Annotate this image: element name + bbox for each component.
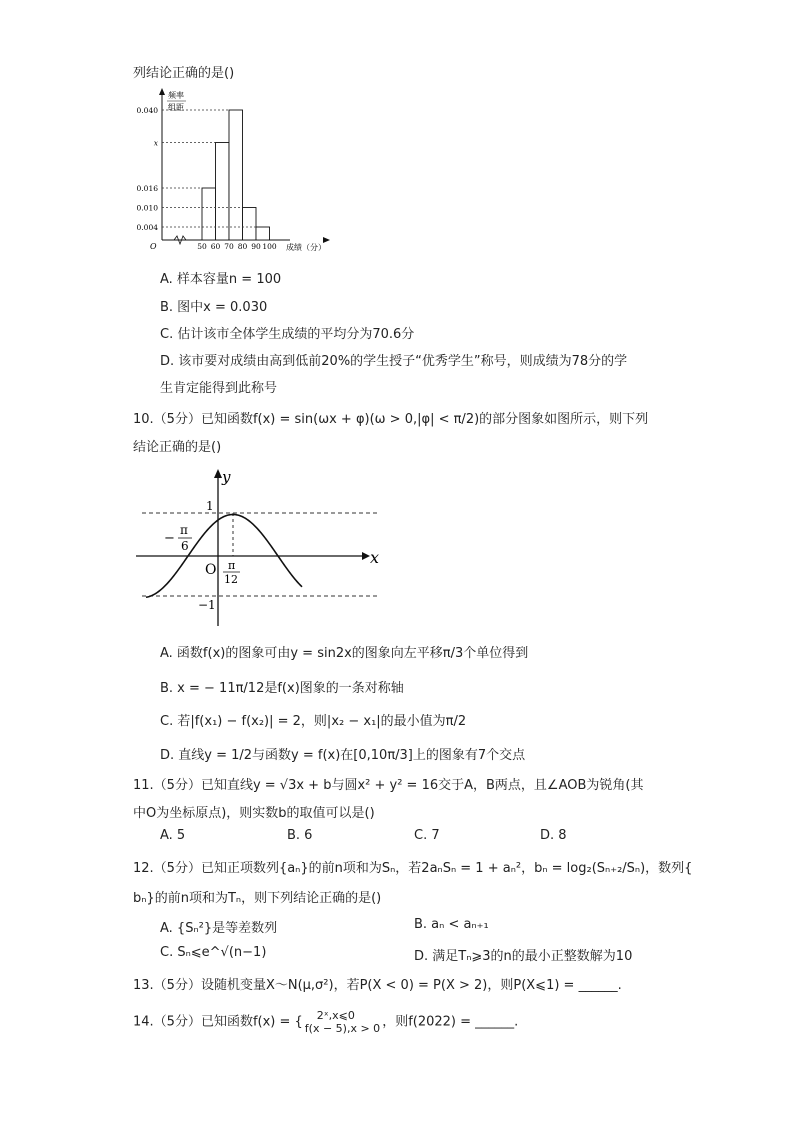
q10-option-d: D. 直线y = 1/2与函数y = f(x)在[0,10π/3]上的图象有7个交点 [160,748,526,763]
x-tick-label: 90 [251,242,261,251]
y-tick-label: 0.010 [136,203,158,213]
q10-option-b: B. x = − 11π/12是f(x)图象的一条对称轴 [160,681,404,696]
y-axis-arrow [214,469,222,478]
q10-sine-graph [134,466,384,626]
q12-option-a: A. {Sₙ²}是等差数列 [160,921,278,936]
q12-option-b: B. aₙ < aₙ₊₁ [414,917,489,932]
q9-option-d: D. 该市要对成绩由高到低前20%的学生授子“优秀学生”称号，则成绩为78分的学 [160,354,628,369]
label-neg-one: −1 [198,598,216,612]
y-axis-arrow [159,88,165,95]
q9-option-a: A. 样本容量n = 100 [160,272,282,287]
x-axis-label: x [370,548,380,567]
q10-option-c: C. 若|f(x₁) − f(x₂)| = 2，则|x₂ − x₁|的最小值为π/2 [160,714,467,729]
q9-option-c: C. 估计该市全体学生成绩的平均分为70.6分 [160,327,415,342]
q10-stem-line2: 结论正确的是() [133,440,222,455]
q11-option-c: C. 7 [414,828,440,843]
q12-option-c: C. Sₙ⩽e^√(n−1) [160,945,267,960]
histogram-bar [256,227,270,240]
q14-suffix: ，则f(2022) = ______. [382,1014,519,1030]
q11-option-d: D. 8 [540,828,567,843]
histogram-bar [243,208,257,241]
label-pi6-num: π [180,523,188,537]
y-tick-label: 0.040 [136,106,158,115]
x-tick-label: 50 [197,242,207,251]
x-tick-label: 70 [224,242,234,251]
q11-option-a: A. 5 [160,828,186,843]
histogram-bar [229,110,243,240]
y-tick-label: x [153,138,158,148]
q14-cases [305,1009,380,1035]
label-origin: O [205,562,217,578]
x-tick-label: 80 [237,242,248,251]
label-pi12-num: π [228,559,236,572]
q14-case2: f(x − 5),x > 0 [304,1022,381,1035]
y-axis-label: y [222,468,231,486]
q11-option-b: B. 6 [287,828,313,843]
q14-stem [133,1009,518,1035]
x-axis-label: 成绩（分） [286,243,326,252]
histogram-bar [202,188,216,240]
label-one: 1 [206,499,214,513]
q9-stem-tail: 列结论正确的是() [133,66,235,81]
y-label-top: 频率 [168,91,184,100]
q12-stem-line1: 12.（5分）已知正项数列{aₙ}的前n项和为Sₙ，若2aₙSₙ = 1 + aₙ²，bₙ = log₂(Sₙ₊₂/Sₙ)，数列{ [133,861,693,876]
q12-option-d: D. 满足Tₙ⩾3的n的最小正整数解为10 [414,949,633,964]
q9-option-b: B. 图中x = 0.030 [160,300,268,315]
q11-stem-line2: 中O为坐标原点)，则实数b的取值可以是() [133,806,375,821]
q12-stem-line2: bₙ}的前n项和为Tₙ，则下列结论正确的是() [133,891,382,906]
y-label-bottom: 组距 [168,103,184,112]
q14-case1: 2ˣ,x⩽0 [316,1009,355,1022]
q11-stem-line1: 11.（5分）已知直线y = √3x + b与圆x² + y² = 16交于A，B两点，且∠AOB为锐角(其 [133,778,644,793]
x-tick-label: 60 [210,242,221,251]
label-pi12-den: 12 [224,573,238,586]
x-tick-label: 100 [262,242,277,251]
histogram-bar [216,143,230,241]
q13-stem: 13.（5分）设随机变量X～N(μ,σ²)，若P(X < 0) = P(X > 2)，则P(X⩽1) = ______. [133,978,622,993]
q14-prefix: 14.（5分）已知函数f(x) = { [133,1014,303,1030]
y-tick-label: 0.016 [136,184,158,193]
q10-stem-line1: 10.（5分）已知函数f(x) = sin(ωx + φ)(ω > 0,|φ| < π/2)的部分图象如图所示，则下列 [133,412,649,427]
label-neg-sign: − [164,531,175,546]
x-axis-arrow [362,552,370,560]
y-tick-label: 0.004 [136,223,158,232]
q10-option-a: A. 函数f(x)的图象可由y = sin2x的图象向左平移π/3个单位得到 [160,646,529,661]
q9-histogram [134,86,334,266]
q9-option-d-cont: 生肯定能得到此称号 [160,381,278,396]
label-pi6-den: 6 [181,539,189,553]
origin-label: O [150,242,157,251]
